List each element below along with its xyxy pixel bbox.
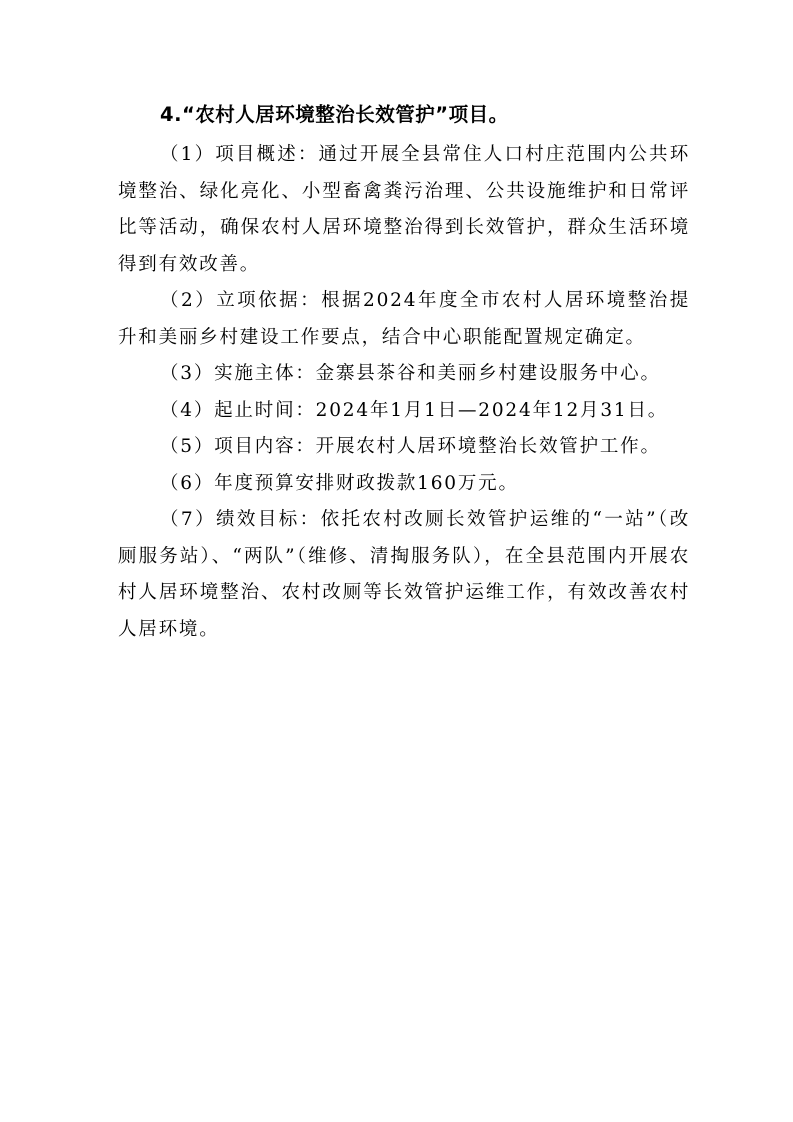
paragraph-overview: （1）项目概述：通过开展全县常住人口村庄范围内公共环境整治、绿化亮化、小型畜禽粪污治理、公共设施维护和日常评比等活动，确保农村人居环境整治得到长效管护，群众生活环境得到有效改善。	[118, 144, 690, 275]
paragraph-period: （4）起止时间：2024年1月1日—2024年12月31日。	[160, 400, 669, 421]
paragraph-budget: （6）年度预算安排财政拨款160万元。	[160, 473, 519, 494]
paragraph-goals: （7）绩效目标：依托农村改厕长效管护运维的“一站”（改厕服务站）、“两队”（维修、清掏服务队），在全县范围内开展农村人居环境整治、农村改厕等长效管护运维工作，有效改善农村人居环境。	[118, 509, 690, 640]
paragraph-basis: （2）立项依据：根据2024年度全市农村人居环境整治提升和美丽乡村建设工作要点，结合中心职能配置规定确定。	[118, 290, 690, 348]
section-heading: 4.“农村人居环境整治长效管护”项目。	[160, 103, 509, 126]
paragraph-content: （5）项目内容：开展农村人居环境整治长效管护工作。	[160, 436, 661, 457]
paragraph-implementer: （3）实施主体：金寨县茶谷和美丽乡村建设服务中心。	[160, 363, 661, 384]
